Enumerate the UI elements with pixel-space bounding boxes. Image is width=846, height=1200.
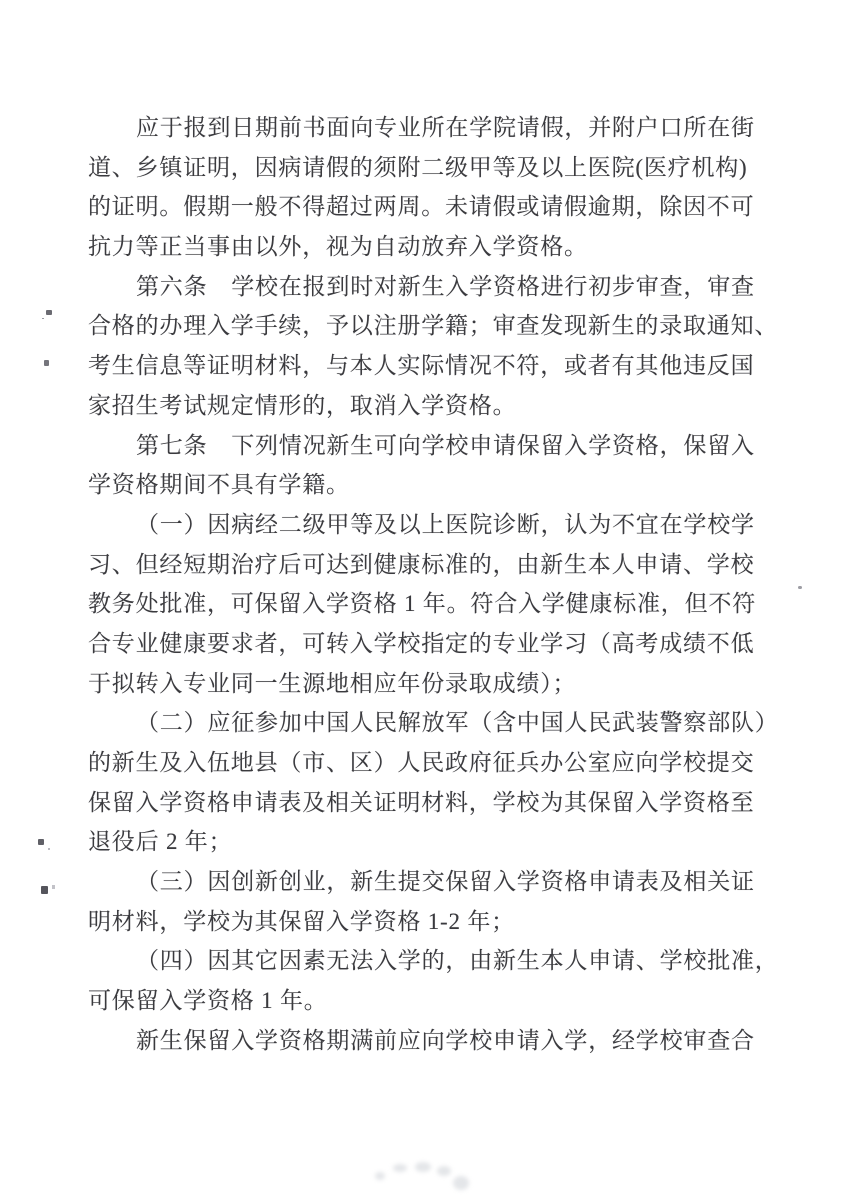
text-line: 抗力等正当事由以外，视为自动放弃入学资格。	[88, 234, 588, 260]
text-line: 可保留入学资格 1 年。	[88, 988, 328, 1014]
text-line: 明材料，学校为其保留入学资格 1-2 年；	[88, 908, 515, 934]
text-line: 的新生及入伍地县（市、区）人民政府征兵办公室应向学校提交	[88, 750, 755, 775]
scan-speck	[798, 586, 802, 589]
text-line: 合格的办理入学手续，予以注册学籍；审查发现新生的录取通知、	[88, 313, 779, 339]
scan-speck	[41, 886, 48, 894]
text-line: 应于报到日期前书面向专业所在学院请假，并附户口所在街	[136, 115, 755, 140]
text-line-article-6: 第六条 学校在报到时对新生入学资格进行初步审查，审查	[136, 273, 755, 299]
scan-speck	[46, 310, 52, 315]
text-line: 退役后 2 年；	[88, 829, 233, 855]
text-line: 合专业健康要求者，可转入学校指定的专业学习（高考成绩不低	[88, 630, 755, 656]
text-line-item-2: （二）应征参加中国人民解放军（含中国人民武装警察部队）	[136, 710, 779, 736]
text-line: 习、但经短期治疗后可达到健康标准的，由新生本人申请、学校	[88, 551, 755, 577]
text-line-item-4: （四）因其它因素无法入学的，由新生本人申请、学校批准，	[136, 948, 779, 974]
text-line-article-7: 第七条 下列情况新生可向学校申请保留入学资格，保留入	[136, 432, 755, 458]
text-line: 于拟转入专业同一生源地相应年份录取成绩）；	[88, 670, 577, 696]
text-line: 考生信息等证明材料，与本人实际情况不符，或者有其他违反国	[88, 353, 755, 379]
text-line: 学资格期间不具有学籍。	[88, 472, 350, 498]
text-line: 家招生考试规定情形的，取消入学资格。	[88, 392, 517, 418]
scan-speck	[38, 839, 44, 845]
text-line-item-3: （三）因创新创业，新生提交保留入学资格申请表及相关证	[136, 869, 755, 895]
text-line: 新生保留入学资格期满前应向学校申请入学，经学校审查合	[136, 1027, 755, 1053]
scan-speck	[44, 360, 49, 366]
scan-smudge	[375, 1158, 485, 1190]
text-line: 道、乡镇证明，因病请假的须附二级甲等及以上医院(医疗机构)	[88, 154, 748, 180]
text-line: 的证明。假期一般不得超过两周。未请假或请假逾期，除因不可	[88, 194, 755, 220]
text-line: 保留入学资格申请表及相关证明材料，学校为其保留入学资格至	[88, 789, 755, 815]
text-line-item-1: （一）因病经二级甲等及以上医院诊断，认为不宜在学校学	[136, 511, 755, 537]
text-line: 教务处批准，可保留入学资格 1 年。符合入学健康标准，但不符	[88, 591, 756, 617]
document-body	[88, 108, 788, 1061]
